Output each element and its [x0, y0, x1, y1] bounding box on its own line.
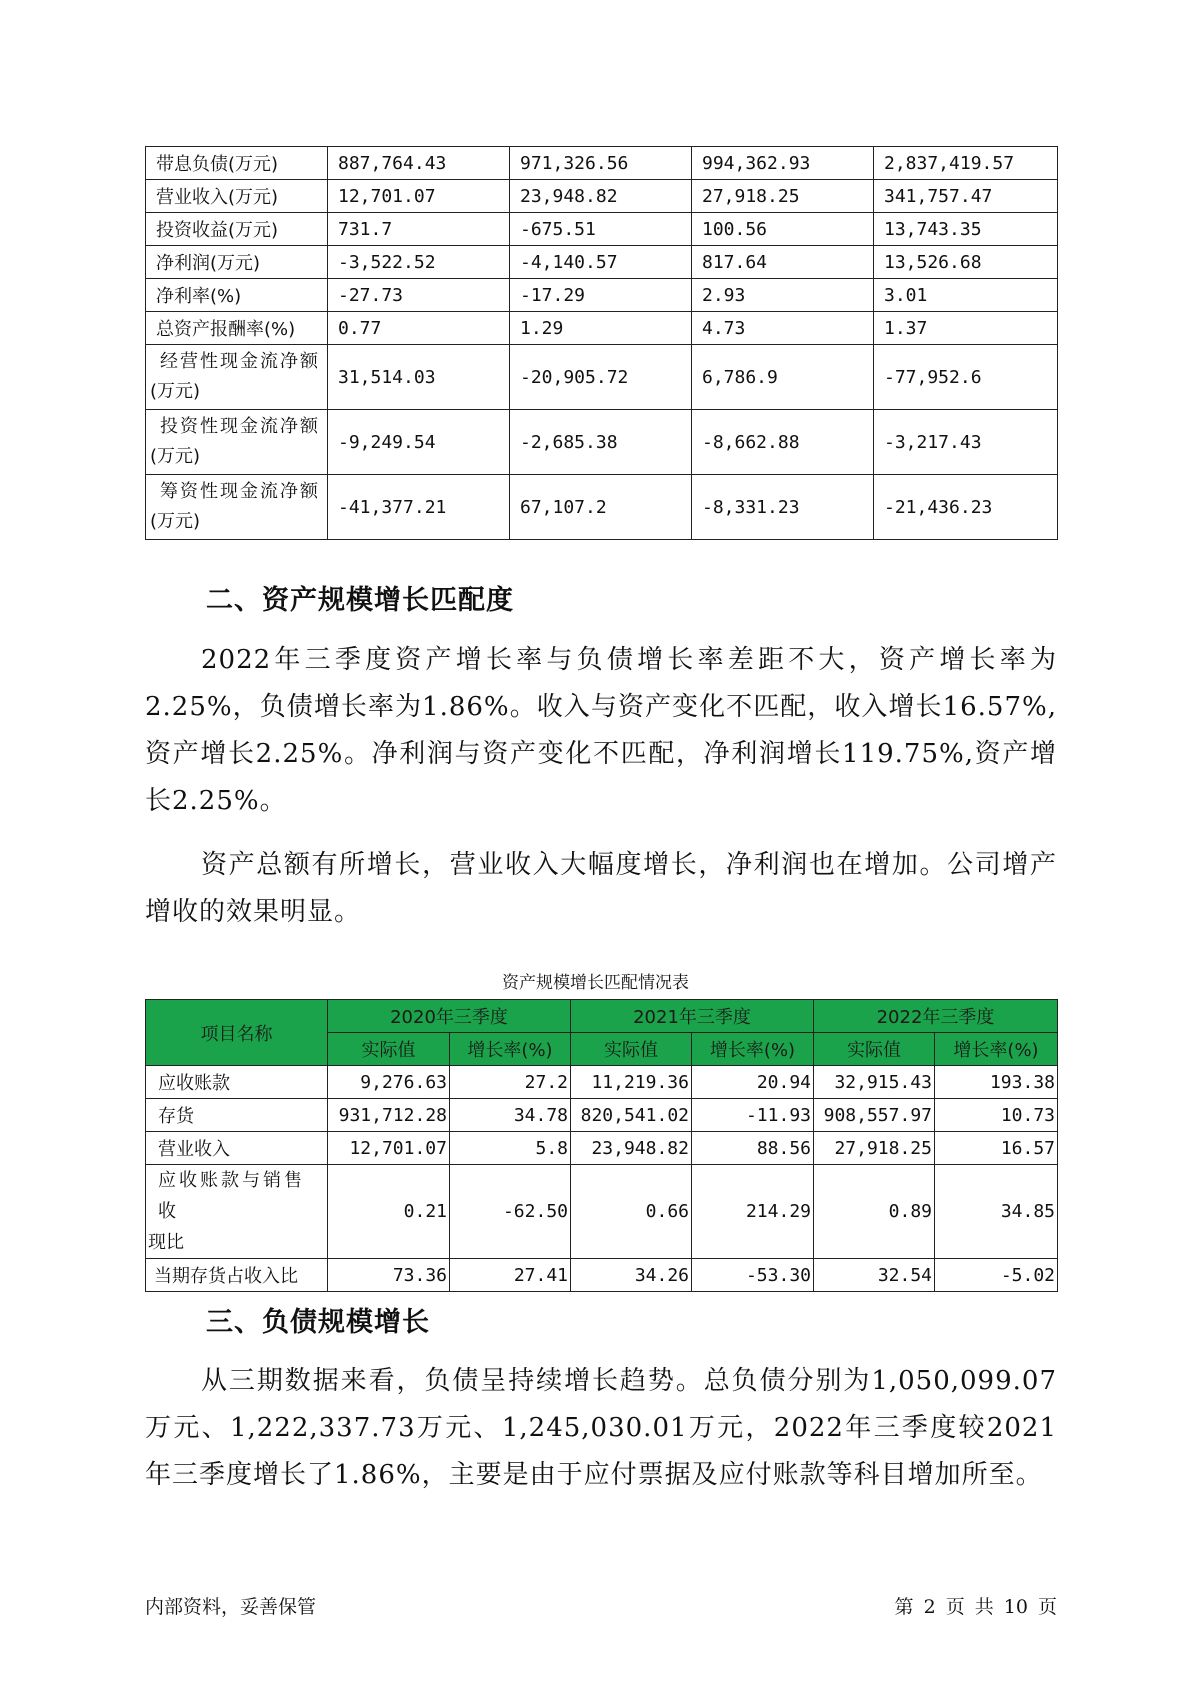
cell-value: 13,743.35 — [874, 213, 1058, 246]
cell-value: 11,219.36 — [571, 1066, 692, 1099]
table-row — [146, 1099, 1058, 1132]
table-row — [146, 1132, 1058, 1165]
cell-value: -27.73 — [328, 279, 510, 312]
row-label — [146, 1165, 328, 1259]
cell-value: -3,522.52 — [328, 246, 510, 279]
row-label: 总资产报酬率(%) — [146, 312, 328, 345]
header-actual: 实际值 — [814, 1033, 935, 1066]
cell-value: 2.93 — [692, 279, 874, 312]
paragraph: 从三期数据来看，负债呈持续增长趋势。总负债分别为1,050,099.07万元、1,222,337.73万元、1,245,030.01万元，2022年三季度较2021年三季度增长了1.86%，主要是由于应付票据及应付账款等科目增加所至。 — [145, 1366, 1057, 1490]
row-label-line2: (万元) — [150, 381, 201, 402]
row-label: 营业收入 — [146, 1132, 328, 1165]
table-caption: 资产规模增长匹配情况表 — [502, 973, 689, 993]
cell-value: 67,107.2 — [510, 475, 692, 540]
row-label-line2: (万元) — [150, 511, 201, 532]
row-label-line1: 筹资性现金流净额 — [160, 481, 320, 502]
row-label-line2: 现比 — [148, 1232, 184, 1253]
cell-value: 23,948.82 — [571, 1132, 692, 1165]
cell-value: 5.8 — [450, 1132, 571, 1165]
header-actual: 实际值 — [328, 1033, 450, 1066]
cell-value: 27,918.25 — [814, 1132, 935, 1165]
cell-value: -8,331.23 — [692, 475, 874, 540]
cell-value: -20,905.72 — [510, 345, 692, 410]
cell-value: -3,217.43 — [874, 410, 1058, 475]
cell-value: 34.26 — [571, 1259, 692, 1292]
cell-value: 27.2 — [450, 1066, 571, 1099]
cell-value: -2,685.38 — [510, 410, 692, 475]
cell-value: 32,915.43 — [814, 1066, 935, 1099]
header-growth: 增长率(%) — [450, 1033, 571, 1066]
row-label: 投资收益(万元) — [146, 213, 328, 246]
cell-value: -41,377.21 — [328, 475, 510, 540]
header-period: 2020年三季度 — [328, 1000, 571, 1033]
cell-value: 12,701.07 — [328, 180, 510, 213]
row-label-line2: (万元) — [150, 446, 201, 467]
cell-value: -21,436.23 — [874, 475, 1058, 540]
cell-value: 971,326.56 — [510, 147, 692, 180]
row-label — [146, 410, 328, 475]
cell-value: 0.77 — [328, 312, 510, 345]
row-label: 净利率(%) — [146, 279, 328, 312]
row-label-line1: 应收账款与销售收 — [158, 1170, 305, 1222]
header-growth: 增长率(%) — [692, 1033, 814, 1066]
header-growth: 增长率(%) — [935, 1033, 1058, 1066]
footer-confidential-note: 内部资料，妥善保管 — [145, 1596, 317, 1618]
cell-value: 820,541.02 — [571, 1099, 692, 1132]
cell-value: 12,701.07 — [328, 1132, 450, 1165]
cell-value: 100.56 — [692, 213, 874, 246]
cell-value: 887,764.43 — [328, 147, 510, 180]
table-row — [146, 213, 1058, 246]
cell-value: 0.89 — [814, 1165, 935, 1259]
cell-value: 27,918.25 — [692, 180, 874, 213]
cell-value: -11.93 — [692, 1099, 814, 1132]
header-actual: 实际值 — [571, 1033, 692, 1066]
cell-value: 0.66 — [571, 1165, 692, 1259]
cell-value: -9,249.54 — [328, 410, 510, 475]
header-item-name: 项目名称 — [146, 1000, 328, 1066]
cell-value: 1.29 — [510, 312, 692, 345]
cell-value: -8,662.88 — [692, 410, 874, 475]
cell-value: -5.02 — [935, 1259, 1058, 1292]
cell-value: 1.37 — [874, 312, 1058, 345]
cell-value: -17.29 — [510, 279, 692, 312]
cell-value: -675.51 — [510, 213, 692, 246]
cell-value: 16.57 — [935, 1132, 1058, 1165]
cell-value: 23,948.82 — [510, 180, 692, 213]
cell-value: 4.73 — [692, 312, 874, 345]
cell-value: 13,526.68 — [874, 246, 1058, 279]
cell-value: 341,757.47 — [874, 180, 1058, 213]
paragraph: 2022年三季度资产增长率与负债增长率差距不大，资产增长率为2.25%，负债增长率为1.86%。收入与资产变化不匹配，收入增长16.57%,资产增长2.25%。净利润与资产变化不匹配，净利润增长119.75%,资产增长2.25%。 — [145, 645, 1057, 816]
cell-value: -53.30 — [692, 1259, 814, 1292]
cell-value: 9,276.63 — [328, 1066, 450, 1099]
cell-value: 34.78 — [450, 1099, 571, 1132]
row-label: 净利润(万元) — [146, 246, 328, 279]
table-row — [146, 345, 1058, 410]
cell-value: 6,786.9 — [692, 345, 874, 410]
cell-value: 0.21 — [328, 1165, 450, 1259]
cell-value: 20.94 — [692, 1066, 814, 1099]
section-heading: 二、资产规模增长匹配度 — [206, 585, 514, 616]
table-row — [146, 246, 1058, 279]
cell-value: 34.85 — [935, 1165, 1058, 1259]
asset-growth-match-table — [145, 999, 1058, 1292]
row-label — [146, 345, 328, 410]
cell-value: 193.38 — [935, 1066, 1058, 1099]
cell-value: 32.54 — [814, 1259, 935, 1292]
row-label: 应收账款 — [146, 1066, 328, 1099]
table-row — [146, 279, 1058, 312]
row-label-line1: 投资性现金流净额 — [160, 416, 320, 437]
cell-value: 931,712.28 — [328, 1099, 450, 1132]
cell-value: -77,952.6 — [874, 345, 1058, 410]
row-label: 当期存货占收入比 — [146, 1259, 328, 1292]
cell-value: -62.50 — [450, 1165, 571, 1259]
cell-value: 73.36 — [328, 1259, 450, 1292]
table-row — [146, 1066, 1058, 1099]
header-period: 2021年三季度 — [571, 1000, 814, 1033]
cell-value: 3.01 — [874, 279, 1058, 312]
cell-value: 817.64 — [692, 246, 874, 279]
cell-value: 214.29 — [692, 1165, 814, 1259]
cell-value: 2,837,419.57 — [874, 147, 1058, 180]
financial-indicators-table — [145, 146, 1058, 540]
cell-value: 908,557.97 — [814, 1099, 935, 1132]
section-heading: 三、负债规模增长 — [206, 1307, 430, 1338]
cell-value: 731.7 — [328, 213, 510, 246]
row-label — [146, 475, 328, 540]
table-row — [146, 1259, 1058, 1292]
table-row — [146, 312, 1058, 345]
table-row — [146, 475, 1058, 540]
row-label: 存货 — [146, 1099, 328, 1132]
cell-value: 994,362.93 — [692, 147, 874, 180]
row-label: 带息负债(万元) — [146, 147, 328, 180]
table-header-row — [146, 1000, 1058, 1033]
table-row — [146, 147, 1058, 180]
cell-value: 27.41 — [450, 1259, 571, 1292]
cell-value: 10.73 — [935, 1099, 1058, 1132]
row-label: 营业收入(万元) — [146, 180, 328, 213]
table-row — [146, 1165, 1058, 1259]
cell-value: -4,140.57 — [510, 246, 692, 279]
paragraph: 资产总额有所增长，营业收入大幅度增长，净利润也在增加。公司增产增收的效果明显。 — [145, 850, 1057, 927]
cell-value: 88.56 — [692, 1132, 814, 1165]
header-period: 2022年三季度 — [814, 1000, 1058, 1033]
table-row — [146, 180, 1058, 213]
row-label-line1: 经营性现金流净额 — [160, 351, 320, 372]
cell-value: 31,514.03 — [328, 345, 510, 410]
footer-page-number: 第 2 页 共 10 页 — [894, 1596, 1057, 1618]
table-row — [146, 410, 1058, 475]
